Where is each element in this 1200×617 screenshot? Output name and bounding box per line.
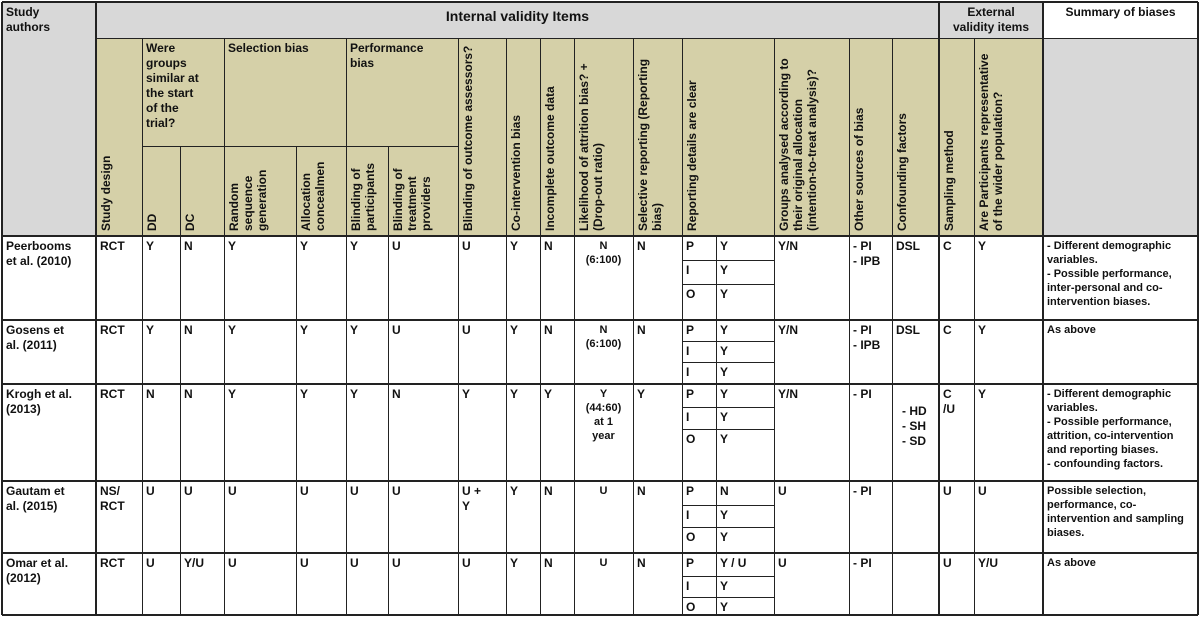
row-alloc: U (296, 481, 346, 553)
row-confounding (892, 481, 939, 553)
row-bpart: Y (346, 320, 388, 384)
row-summary: As above (1043, 553, 1198, 615)
col-other-sources: Other sources of bias (849, 38, 892, 236)
col-itt: Groups analysed according to their original allocation (intention-to-treat analysis)? (774, 38, 849, 236)
row-representative: Y (974, 236, 1043, 320)
row-bprov: U (388, 320, 458, 384)
row-itt: U (774, 481, 849, 553)
row-itt: U (774, 553, 849, 615)
row-dd: Y (142, 320, 180, 384)
row-bpart: Y (346, 384, 388, 481)
row-random: Y (224, 384, 296, 481)
row-confounding: DSL (892, 320, 939, 384)
row-other-sources: - PI - IPB (849, 236, 892, 320)
grid-line (296, 146, 297, 615)
grid-line (2, 383, 1198, 385)
col-confounding: Confounding factors (892, 38, 939, 236)
summary-subheader-blank (1043, 38, 1198, 236)
grid-line (2, 552, 1198, 554)
grid-line (2, 480, 1198, 482)
reporting-value: Y (716, 505, 774, 527)
reporting-value: Y (716, 576, 774, 597)
row-attrition: N (6:100) (574, 320, 633, 384)
row-other-sources: - PI (849, 481, 892, 553)
row-itt: Y/N (774, 384, 849, 481)
grid-line (633, 38, 634, 615)
grid-line (1042, 2, 1044, 615)
row-coint: Y (506, 384, 540, 481)
row-dd: Y (142, 236, 180, 320)
grid-line (1197, 2, 1199, 615)
row-summary: Possible selection, performance, co-intervention and sampling biases. (1043, 481, 1198, 553)
grid-line (682, 260, 774, 261)
row-bassess: Y (458, 384, 506, 481)
grid-line (180, 146, 181, 615)
row-selective: N (633, 320, 682, 384)
row-author: Omar et al. (2012) (2, 553, 96, 615)
reporting-label: O (682, 527, 716, 553)
grid-line (682, 38, 683, 615)
row-design: RCT (96, 320, 142, 384)
row-incomplete: N (540, 320, 574, 384)
grid-line (682, 527, 774, 528)
row-bassess: U (458, 320, 506, 384)
row-other-sources: - PI - IPB (849, 320, 892, 384)
row-attrition: Y (44:60) at 1 year (574, 384, 633, 481)
row-design: RCT (96, 384, 142, 481)
grid-line (388, 146, 389, 615)
reporting-value: Y (716, 260, 774, 284)
col-dd: DD (142, 146, 180, 236)
row-design: RCT (96, 236, 142, 320)
grid-line (540, 38, 541, 615)
row-author: Peerbooms et al. (2010) (2, 236, 96, 320)
col-selective-reporting: Selective reporting (Reporting bias) (633, 38, 682, 236)
row-attrition: U (574, 553, 633, 615)
col-blinding-participants: Blinding of participants (346, 146, 388, 236)
reporting-value: Y (716, 236, 774, 260)
row-confounding (892, 553, 939, 615)
row-design: RCT (96, 553, 142, 615)
row-dd: N (142, 384, 180, 481)
row-confounding: - HD - SH - SD (892, 384, 939, 481)
row-bpart: U (346, 481, 388, 553)
reporting-value: Y (716, 341, 774, 362)
row-bpart: Y (346, 236, 388, 320)
reporting-label: P (682, 384, 716, 407)
reporting-label: O (682, 429, 716, 481)
grid-line (682, 341, 774, 342)
reporting-value: Y (716, 320, 774, 341)
reporting-label: O (682, 284, 716, 320)
reporting-label: I (682, 362, 716, 384)
reporting-value: Y / U (716, 553, 774, 576)
grid-line (458, 38, 459, 615)
row-coint: Y (506, 553, 540, 615)
row-summary: As above (1043, 320, 1198, 384)
grid-line (96, 38, 1198, 39)
grid-line (1, 2, 3, 615)
study-authors-header: Study authors (2, 2, 96, 236)
grid-line (2, 614, 1198, 616)
col-blinding-providers: Blinding of treatment providers (388, 146, 458, 236)
grid-line (774, 38, 775, 615)
row-author: Krogh et al. (2013) (2, 384, 96, 481)
row-author: Gosens et al. (2011) (2, 320, 96, 384)
row-alloc: U (296, 553, 346, 615)
row-representative: U (974, 481, 1043, 553)
col-cointervention: Co-intervention bias (506, 38, 540, 236)
row-selective: Y (633, 384, 682, 481)
reporting-value: Y (716, 362, 774, 384)
row-bprov: U (388, 553, 458, 615)
reporting-value: Y (716, 527, 774, 553)
col-dc: DC (180, 146, 224, 236)
row-itt: Y/N (774, 236, 849, 320)
row-attrition: U (574, 481, 633, 553)
row-other-sources: - PI (849, 384, 892, 481)
grid-line (682, 429, 774, 430)
col-blinding-assessors: Blinding of outcome assessors? (458, 38, 506, 236)
row-representative: Y (974, 384, 1043, 481)
reporting-label: P (682, 320, 716, 341)
reporting-value: Y (716, 284, 774, 320)
col-attrition: Likelihood of attrition bias? + (Drop-out ratio) (574, 38, 633, 236)
row-incomplete: N (540, 553, 574, 615)
selection-bias-header: Selection bias (224, 38, 346, 146)
internal-validity-header: Internal validity Items (96, 2, 939, 38)
grid-line (682, 597, 774, 598)
row-alloc: Y (296, 320, 346, 384)
row-selective: N (633, 481, 682, 553)
row-representative: Y/U (974, 553, 1043, 615)
row-dc: Y/U (180, 553, 224, 615)
row-bprov: U (388, 481, 458, 553)
reporting-label: I (682, 260, 716, 284)
col-sampling: Sampling method (939, 38, 974, 236)
grid-line (142, 146, 458, 147)
row-bassess: U (458, 236, 506, 320)
row-incomplete: N (540, 236, 574, 320)
row-bassess: U + Y (458, 481, 506, 553)
col-incomplete-data: Incomplete outcome data (540, 38, 574, 236)
grid-line (506, 38, 507, 615)
row-alloc: Y (296, 236, 346, 320)
reporting-label: I (682, 341, 716, 362)
row-random: Y (224, 236, 296, 320)
row-design: NS/ RCT (96, 481, 142, 553)
row-random: U (224, 553, 296, 615)
row-sampling: C (939, 236, 974, 320)
reporting-label: P (682, 481, 716, 505)
grid-line (142, 38, 143, 615)
row-dc: U (180, 481, 224, 553)
performance-bias-header: Performance bias (346, 38, 458, 146)
reporting-label: I (682, 505, 716, 527)
row-coint: Y (506, 481, 540, 553)
reporting-label: I (682, 576, 716, 597)
row-dc: N (180, 320, 224, 384)
row-dd: U (142, 553, 180, 615)
row-incomplete: N (540, 481, 574, 553)
grid-line (346, 38, 347, 615)
row-other-sources: - PI (849, 553, 892, 615)
col-reporting-details: Reporting details are clear (682, 38, 774, 236)
grid-line (224, 38, 225, 615)
row-dc: N (180, 236, 224, 320)
row-coint: Y (506, 320, 540, 384)
row-attrition: N (6:100) (574, 236, 633, 320)
grid-line (716, 236, 717, 615)
row-selective: N (633, 553, 682, 615)
row-coint: Y (506, 236, 540, 320)
col-representative: Are Participants representative of the wider population? (974, 38, 1043, 236)
grid-line (849, 38, 850, 615)
grid-line (682, 576, 774, 577)
row-confounding: DSL (892, 236, 939, 320)
col-study-design: Study design (96, 38, 142, 236)
row-itt: Y/N (774, 320, 849, 384)
grid-line (2, 235, 1198, 237)
external-validity-header: External validity items (939, 2, 1043, 38)
row-bassess: U (458, 553, 506, 615)
grid-line (2, 319, 1198, 321)
row-random: U (224, 481, 296, 553)
row-author: Gautam et al. (2015) (2, 481, 96, 553)
grid-line (974, 38, 975, 615)
row-incomplete: Y (540, 384, 574, 481)
grid-line (574, 38, 575, 615)
row-bprov: N (388, 384, 458, 481)
grid-line (892, 38, 893, 615)
row-alloc: Y (296, 384, 346, 481)
reporting-value: Y (716, 429, 774, 481)
grid-line (2, 1, 1198, 3)
row-summary: - Different demographic variables. - Possible performance, attrition, co-intervention and reporting biases. - confounding factors. (1043, 384, 1198, 481)
grid-line (682, 407, 774, 408)
row-selective: N (633, 236, 682, 320)
reporting-value: Y (716, 407, 774, 429)
grid-line (682, 284, 774, 285)
grid-line (682, 362, 774, 363)
reporting-value: N (716, 481, 774, 505)
row-sampling: U (939, 553, 974, 615)
row-sampling: C /U (939, 384, 974, 481)
reporting-value: Y (716, 384, 774, 407)
reporting-label: O (682, 597, 716, 615)
row-sampling: U (939, 481, 974, 553)
reporting-label: I (682, 407, 716, 429)
row-bprov: U (388, 236, 458, 320)
reporting-label: P (682, 553, 716, 576)
row-summary: - Different demographic variables. - Possible performance, inter-personal and co-intervention biases. (1043, 236, 1198, 320)
groups-similar-header: Were groups similar at the start of the trial? (142, 38, 224, 146)
reporting-value: Y (716, 597, 774, 615)
row-bpart: U (346, 553, 388, 615)
row-sampling: C (939, 320, 974, 384)
grid-line (95, 2, 97, 615)
grid-line (682, 505, 774, 506)
row-random: Y (224, 320, 296, 384)
summary-header: Summary of biases (1043, 2, 1198, 38)
row-dc: N (180, 384, 224, 481)
reporting-label: P (682, 236, 716, 260)
col-random-sequence: Random sequence generation (224, 146, 296, 236)
col-allocation: Allocation concealmen (296, 146, 346, 236)
row-representative: Y (974, 320, 1043, 384)
grid-line (938, 2, 940, 615)
row-dd: U (142, 481, 180, 553)
